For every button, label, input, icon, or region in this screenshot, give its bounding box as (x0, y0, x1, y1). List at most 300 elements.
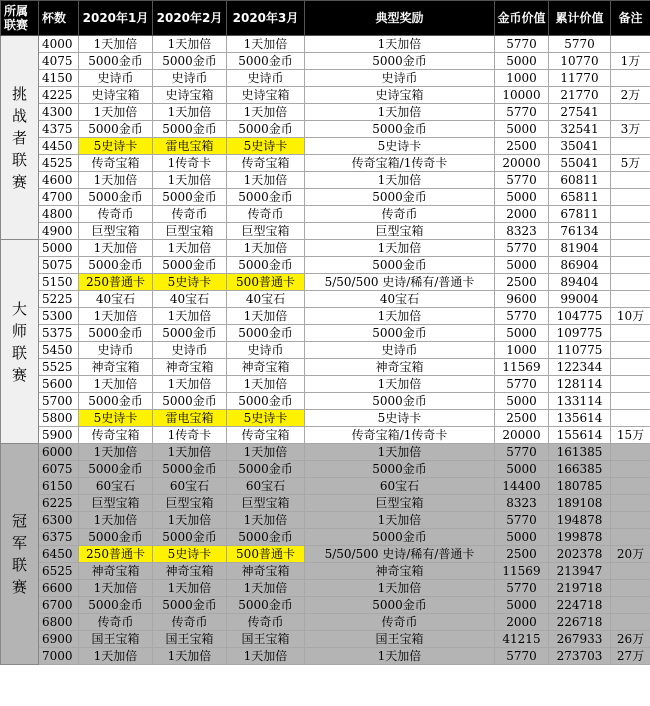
cell-note (611, 138, 650, 155)
table-row (1, 461, 650, 478)
header-coin: 金币价值 (495, 1, 549, 36)
cell-coin: 11569 (495, 563, 549, 580)
cell-reward: 5000金币 (305, 53, 495, 70)
cell-jan: 5000金币 (79, 461, 153, 478)
cell-mar: 5000金币 (227, 121, 305, 138)
cell-reward: 5/50/500 史诗/稀有/普通卡 (305, 546, 495, 563)
cell-mar: 5000金币 (227, 189, 305, 206)
table-row (1, 478, 650, 495)
cell-mar: 40宝石 (227, 291, 305, 308)
table-row (1, 274, 650, 291)
cell-coin: 5000 (495, 121, 549, 138)
table-row (1, 410, 650, 427)
cell-coin: 2500 (495, 410, 549, 427)
cell-feb: 1天加倍 (153, 648, 227, 665)
cell-cum: 32541 (549, 121, 611, 138)
cell-note (611, 189, 650, 206)
cell-reward: 神奇宝箱 (305, 563, 495, 580)
cell-reward: 1天加倍 (305, 308, 495, 325)
cell-jan: 5000金币 (79, 257, 153, 274)
cell-jan: 1天加倍 (79, 172, 153, 189)
cell-cups: 5900 (39, 427, 79, 444)
cell-cum: 128114 (549, 376, 611, 393)
table-row (1, 189, 650, 206)
header-note: 备注 (611, 1, 650, 36)
cell-cum: 135614 (549, 410, 611, 427)
cell-jan: 5000金币 (79, 529, 153, 546)
header-league: 所属联赛 (1, 1, 39, 36)
cell-mar: 500普通卡 (227, 546, 305, 563)
cell-jan: 1天加倍 (79, 580, 153, 597)
cell-jan: 60宝石 (79, 478, 153, 495)
cell-note (611, 172, 650, 189)
cell-cups: 5450 (39, 342, 79, 359)
cell-mar: 5000金币 (227, 529, 305, 546)
cell-coin: 8323 (495, 223, 549, 240)
table-row (1, 104, 650, 121)
cell-jan: 传奇币 (79, 614, 153, 631)
cell-cups: 5225 (39, 291, 79, 308)
table-row (1, 546, 650, 563)
cell-cups: 5525 (39, 359, 79, 376)
cell-note (611, 104, 650, 121)
cell-jan: 5000金币 (79, 189, 153, 206)
cell-note (611, 274, 650, 291)
table-row (1, 597, 650, 614)
cell-mar: 国王宝箱 (227, 631, 305, 648)
cell-jan: 神奇宝箱 (79, 563, 153, 580)
cell-jan: 巨型宝箱 (79, 223, 153, 240)
table-row (1, 580, 650, 597)
cell-note: 3万 (611, 121, 650, 138)
cell-cum: 199878 (549, 529, 611, 546)
table-row (1, 631, 650, 648)
cell-cups: 6900 (39, 631, 79, 648)
cell-cups: 4600 (39, 172, 79, 189)
cell-cups: 6225 (39, 495, 79, 512)
cell-note: 1万 (611, 53, 650, 70)
cell-reward: 5000金币 (305, 257, 495, 274)
cell-feb: 5000金币 (153, 189, 227, 206)
league-cell (1, 36, 39, 240)
table-row (1, 427, 650, 444)
table-row (1, 614, 650, 631)
cell-coin: 5770 (495, 376, 549, 393)
cell-jan: 传奇宝箱 (79, 427, 153, 444)
cell-feb: 史诗币 (153, 342, 227, 359)
cell-mar: 60宝石 (227, 478, 305, 495)
cell-cups: 5075 (39, 257, 79, 274)
cell-cum: 76134 (549, 223, 611, 240)
cell-coin: 5000 (495, 529, 549, 546)
cell-mar: 1天加倍 (227, 36, 305, 53)
cell-note (611, 206, 650, 223)
cell-feb: 巨型宝箱 (153, 495, 227, 512)
cell-reward: 1天加倍 (305, 36, 495, 53)
header-feb: 2020年2月 (153, 1, 227, 36)
cell-cum: 81904 (549, 240, 611, 257)
cell-cups: 6600 (39, 580, 79, 597)
cell-cum: 60811 (549, 172, 611, 189)
cell-cum: 11770 (549, 70, 611, 87)
cell-feb: 5000金币 (153, 257, 227, 274)
cell-cups: 4800 (39, 206, 79, 223)
cell-cum: 273703 (549, 648, 611, 665)
cell-feb: 1天加倍 (153, 376, 227, 393)
table-row (1, 172, 650, 189)
cell-note (611, 36, 650, 53)
cell-jan: 40宝石 (79, 291, 153, 308)
cell-jan: 5史诗卡 (79, 138, 153, 155)
league-cell (1, 444, 39, 665)
cell-reward: 5000金币 (305, 529, 495, 546)
cell-cups: 6300 (39, 512, 79, 529)
cell-reward: 60宝石 (305, 478, 495, 495)
cell-note (611, 529, 650, 546)
cell-cum: 189108 (549, 495, 611, 512)
cell-feb: 1天加倍 (153, 104, 227, 121)
cell-coin: 5000 (495, 597, 549, 614)
header-mar: 2020年3月 (227, 1, 305, 36)
table-row (1, 291, 650, 308)
cell-mar: 1天加倍 (227, 376, 305, 393)
cell-feb: 1天加倍 (153, 36, 227, 53)
cell-feb: 国王宝箱 (153, 631, 227, 648)
cell-mar: 5000金币 (227, 461, 305, 478)
cell-reward: 传奇币 (305, 206, 495, 223)
cell-note: 20万 (611, 546, 650, 563)
cell-note (611, 342, 650, 359)
cell-reward: 史诗币 (305, 70, 495, 87)
cell-note (611, 376, 650, 393)
cell-cups: 6150 (39, 478, 79, 495)
cell-note (611, 240, 650, 257)
cell-mar: 传奇宝箱 (227, 155, 305, 172)
table-row (1, 393, 650, 410)
cell-jan: 5000金币 (79, 121, 153, 138)
cell-reward: 5史诗卡 (305, 410, 495, 427)
table-row (1, 70, 650, 87)
cell-jan: 1天加倍 (79, 104, 153, 121)
cell-reward: 40宝石 (305, 291, 495, 308)
league-cell (1, 240, 39, 444)
cell-note (611, 495, 650, 512)
cell-cups: 4900 (39, 223, 79, 240)
cell-mar: 5000金币 (227, 257, 305, 274)
cell-feb: 1天加倍 (153, 172, 227, 189)
table-row (1, 359, 650, 376)
cell-jan: 5000金币 (79, 597, 153, 614)
cell-reward: 传奇宝箱/1传奇卡 (305, 427, 495, 444)
cell-cum: 110775 (549, 342, 611, 359)
cell-mar: 500普通卡 (227, 274, 305, 291)
cell-reward: 史诗宝箱 (305, 87, 495, 104)
cell-reward: 1天加倍 (305, 512, 495, 529)
cell-jan: 5000金币 (79, 325, 153, 342)
cell-feb: 传奇币 (153, 206, 227, 223)
cell-jan: 1天加倍 (79, 36, 153, 53)
cell-jan: 250普通卡 (79, 274, 153, 291)
cell-cum: 35041 (549, 138, 611, 155)
cell-reward: 5000金币 (305, 121, 495, 138)
cell-cum: 155614 (549, 427, 611, 444)
cell-cups: 5800 (39, 410, 79, 427)
table-row (1, 240, 650, 257)
header-cum: 累计价值 (549, 1, 611, 36)
cell-feb: 1天加倍 (153, 580, 227, 597)
cell-reward: 1天加倍 (305, 580, 495, 597)
cell-mar: 1天加倍 (227, 308, 305, 325)
cell-reward: 巨型宝箱 (305, 495, 495, 512)
table-row (1, 53, 650, 70)
cell-coin: 5770 (495, 172, 549, 189)
cell-cum: 104775 (549, 308, 611, 325)
cell-note: 5万 (611, 155, 650, 172)
cell-coin: 1000 (495, 70, 549, 87)
cell-cum: 67811 (549, 206, 611, 223)
cell-note (611, 563, 650, 580)
cell-jan: 1天加倍 (79, 512, 153, 529)
cell-jan: 传奇宝箱 (79, 155, 153, 172)
cell-note (611, 444, 650, 461)
cell-cups: 4450 (39, 138, 79, 155)
cell-cups: 6525 (39, 563, 79, 580)
cell-mar: 巨型宝箱 (227, 223, 305, 240)
table-row (1, 36, 650, 53)
cell-coin: 5770 (495, 444, 549, 461)
cell-cum: 122344 (549, 359, 611, 376)
cell-note (611, 70, 650, 87)
cell-feb: 40宝石 (153, 291, 227, 308)
cell-coin: 5000 (495, 393, 549, 410)
cell-feb: 雷电宝箱 (153, 138, 227, 155)
cell-coin: 5000 (495, 325, 549, 342)
cell-reward: 1天加倍 (305, 376, 495, 393)
cell-feb: 5000金币 (153, 393, 227, 410)
cell-note (611, 580, 650, 597)
table-body (1, 36, 650, 665)
cell-note (611, 291, 650, 308)
cell-jan: 1天加倍 (79, 308, 153, 325)
cell-mar: 传奇币 (227, 614, 305, 631)
cell-mar: 1天加倍 (227, 512, 305, 529)
cell-note (611, 614, 650, 631)
cell-cum: 213947 (549, 563, 611, 580)
cell-cups: 6000 (39, 444, 79, 461)
header-reward: 典型奖励 (305, 1, 495, 36)
cell-cups: 5150 (39, 274, 79, 291)
cell-cups: 5000 (39, 240, 79, 257)
cell-mar: 1天加倍 (227, 580, 305, 597)
cell-mar: 5000金币 (227, 53, 305, 70)
cell-mar: 1天加倍 (227, 444, 305, 461)
header-jan: 2020年1月 (79, 1, 153, 36)
cell-feb: 5000金币 (153, 53, 227, 70)
cell-mar: 5史诗卡 (227, 410, 305, 427)
cell-coin: 5770 (495, 104, 549, 121)
cell-cups: 4150 (39, 70, 79, 87)
cell-note (611, 478, 650, 495)
cell-mar: 5史诗卡 (227, 138, 305, 155)
cell-mar: 1天加倍 (227, 172, 305, 189)
cell-cum: 21770 (549, 87, 611, 104)
table-row (1, 342, 650, 359)
cell-coin: 41215 (495, 631, 549, 648)
cell-cups: 6450 (39, 546, 79, 563)
cell-reward: 史诗币 (305, 342, 495, 359)
table-row (1, 563, 650, 580)
cell-jan: 国王宝箱 (79, 631, 153, 648)
cell-mar: 5000金币 (227, 393, 305, 410)
cell-jan: 史诗宝箱 (79, 87, 153, 104)
cell-feb: 1天加倍 (153, 308, 227, 325)
cell-reward: 5000金币 (305, 393, 495, 410)
table-row (1, 444, 650, 461)
cell-jan: 250普通卡 (79, 546, 153, 563)
cell-jan: 传奇币 (79, 206, 153, 223)
cell-coin: 2000 (495, 614, 549, 631)
cell-mar: 1天加倍 (227, 648, 305, 665)
cell-coin: 5770 (495, 308, 549, 325)
cell-coin: 10000 (495, 87, 549, 104)
cell-cups: 4075 (39, 53, 79, 70)
cell-jan: 史诗币 (79, 70, 153, 87)
cell-coin: 2500 (495, 546, 549, 563)
cell-note (611, 325, 650, 342)
cell-jan: 神奇宝箱 (79, 359, 153, 376)
cell-coin: 20000 (495, 427, 549, 444)
cell-mar: 1天加倍 (227, 104, 305, 121)
cell-feb: 5000金币 (153, 597, 227, 614)
cell-coin: 5000 (495, 53, 549, 70)
cell-feb: 5史诗卡 (153, 546, 227, 563)
cell-reward: 传奇宝箱/1传奇卡 (305, 155, 495, 172)
cell-cum: 166385 (549, 461, 611, 478)
cell-jan: 5000金币 (79, 53, 153, 70)
cell-cum: 5770 (549, 36, 611, 53)
cell-note: 15万 (611, 427, 650, 444)
cell-coin: 14400 (495, 478, 549, 495)
cell-reward: 1天加倍 (305, 240, 495, 257)
cell-cups: 5600 (39, 376, 79, 393)
table-row (1, 223, 650, 240)
cell-cups: 4700 (39, 189, 79, 206)
table-row (1, 529, 650, 546)
cell-cum: 180785 (549, 478, 611, 495)
cell-mar: 史诗币 (227, 342, 305, 359)
cell-cups: 5300 (39, 308, 79, 325)
cell-feb: 5史诗卡 (153, 274, 227, 291)
table-row (1, 138, 650, 155)
cell-feb: 1传奇卡 (153, 155, 227, 172)
cell-cum: 267933 (549, 631, 611, 648)
table-row (1, 155, 650, 172)
cell-jan: 5000金币 (79, 393, 153, 410)
cell-coin: 2000 (495, 206, 549, 223)
cell-reward: 1天加倍 (305, 444, 495, 461)
cell-reward: 5000金币 (305, 325, 495, 342)
cell-note: 27万 (611, 648, 650, 665)
cell-feb: 史诗宝箱 (153, 87, 227, 104)
cell-mar: 传奇宝箱 (227, 427, 305, 444)
cell-feb: 神奇宝箱 (153, 359, 227, 376)
cell-reward: 5000金币 (305, 597, 495, 614)
cell-feb: 神奇宝箱 (153, 563, 227, 580)
cell-feb: 5000金币 (153, 529, 227, 546)
cell-note (611, 461, 650, 478)
cell-feb: 5000金币 (153, 325, 227, 342)
league-name: 冠军联赛 (11, 512, 27, 596)
header-cups: 杯数 (39, 1, 79, 36)
table-row (1, 87, 650, 104)
cell-note: 10万 (611, 308, 650, 325)
cell-coin: 5000 (495, 257, 549, 274)
cell-cum: 194878 (549, 512, 611, 529)
cell-reward: 1天加倍 (305, 648, 495, 665)
table-header (1, 1, 650, 36)
cell-feb: 巨型宝箱 (153, 223, 227, 240)
cell-cum: 27541 (549, 104, 611, 121)
cell-coin: 5770 (495, 36, 549, 53)
cell-reward: 5000金币 (305, 461, 495, 478)
cell-mar: 史诗币 (227, 70, 305, 87)
cell-reward: 5史诗卡 (305, 138, 495, 155)
cell-reward: 巨型宝箱 (305, 223, 495, 240)
cell-cum: 10770 (549, 53, 611, 70)
cell-mar: 5000金币 (227, 597, 305, 614)
table-row (1, 325, 650, 342)
cell-feb: 1天加倍 (153, 444, 227, 461)
cell-jan: 1天加倍 (79, 376, 153, 393)
cell-reward: 1天加倍 (305, 104, 495, 121)
cell-jan: 史诗币 (79, 342, 153, 359)
cell-mar: 传奇币 (227, 206, 305, 223)
cell-note (611, 223, 650, 240)
cell-note: 26万 (611, 631, 650, 648)
cell-note: 2万 (611, 87, 650, 104)
cell-cum: 99004 (549, 291, 611, 308)
cell-jan: 5史诗卡 (79, 410, 153, 427)
cell-coin: 11569 (495, 359, 549, 376)
cell-cups: 4300 (39, 104, 79, 121)
cell-feb: 1传奇卡 (153, 427, 227, 444)
cell-coin: 5000 (495, 189, 549, 206)
cell-feb: 1天加倍 (153, 512, 227, 529)
cell-cups: 4000 (39, 36, 79, 53)
cell-reward: 神奇宝箱 (305, 359, 495, 376)
cell-mar: 神奇宝箱 (227, 359, 305, 376)
cell-cups: 6800 (39, 614, 79, 631)
cell-cum: 224718 (549, 597, 611, 614)
cell-cups: 6075 (39, 461, 79, 478)
cell-note (611, 597, 650, 614)
cell-mar: 5000金币 (227, 325, 305, 342)
cell-note (611, 410, 650, 427)
cell-coin: 9600 (495, 291, 549, 308)
cell-jan: 1天加倍 (79, 648, 153, 665)
cell-cups: 7000 (39, 648, 79, 665)
table-row (1, 512, 650, 529)
cell-coin: 5770 (495, 648, 549, 665)
cell-cum: 89404 (549, 274, 611, 291)
cell-feb: 5000金币 (153, 121, 227, 138)
cell-feb: 5000金币 (153, 461, 227, 478)
cell-cum: 219718 (549, 580, 611, 597)
cell-reward: 国王宝箱 (305, 631, 495, 648)
cell-jan: 巨型宝箱 (79, 495, 153, 512)
cell-cum: 109775 (549, 325, 611, 342)
cell-reward: 1天加倍 (305, 172, 495, 189)
